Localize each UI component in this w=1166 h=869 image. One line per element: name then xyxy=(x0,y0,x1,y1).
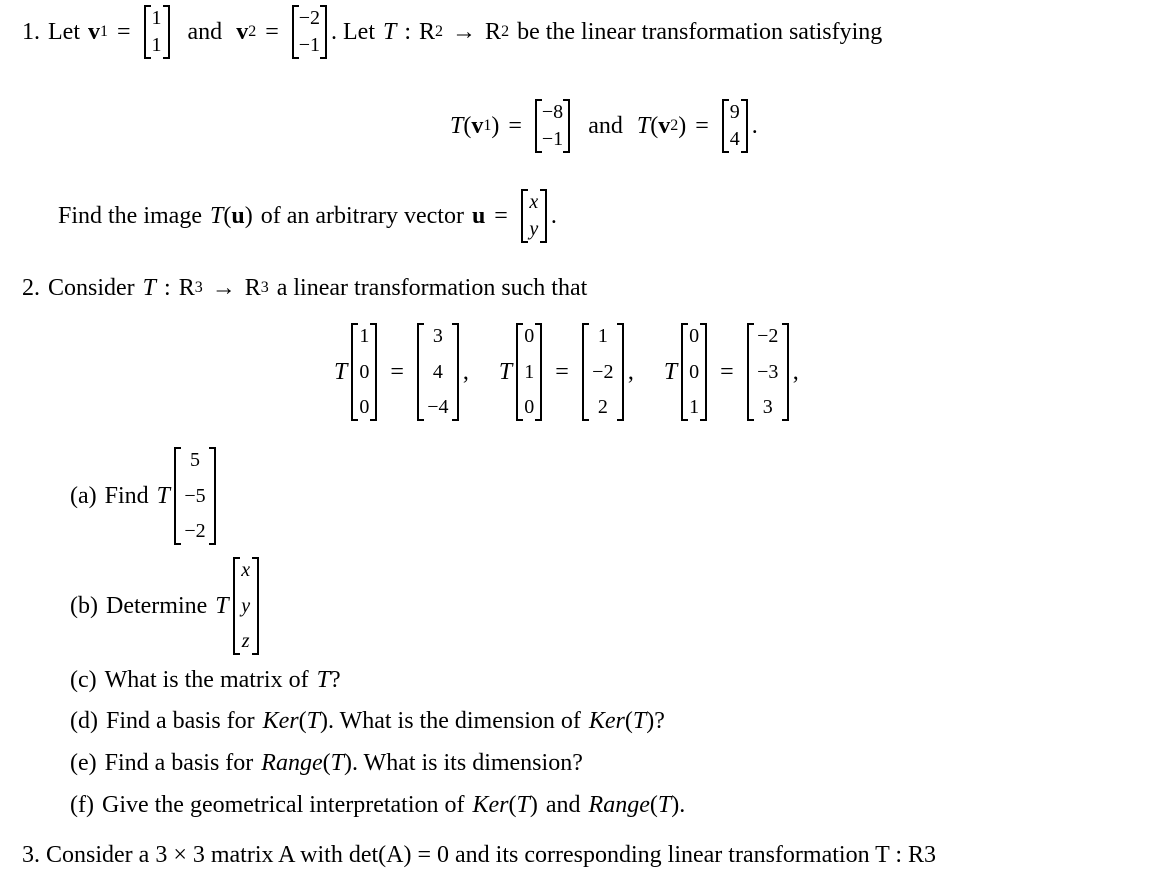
part-f-T: T xyxy=(516,791,530,818)
matrix-entry: 1 xyxy=(151,7,162,29)
p1-arrow: → xyxy=(452,18,477,45)
Tv1-T: T xyxy=(450,112,464,139)
matrix-entry: 3 xyxy=(432,325,443,347)
matrix-entry: −2 xyxy=(298,7,321,29)
p1-and: and xyxy=(187,18,223,45)
matrix-entry: −2 xyxy=(184,520,206,542)
p2-arrow: → xyxy=(211,274,236,301)
Tv2-T: T xyxy=(636,112,651,139)
part-e-text1: Find a basis for xyxy=(104,749,254,776)
p2-T: T xyxy=(142,274,157,301)
part-b-text: Determine xyxy=(105,592,208,619)
p1-R-domain: R xyxy=(419,18,436,45)
matrix-entry: 4 xyxy=(729,128,740,150)
part-a-T: T xyxy=(156,482,171,509)
Te3-vector xyxy=(747,323,789,421)
p2-part-f: (f) Give the geometrical interpretation of Ker ( T ) and Range ( T ) . xyxy=(70,791,686,818)
part-d-end: ? xyxy=(654,707,665,734)
matrix-entry: 0 xyxy=(359,396,370,418)
p1-find-u: u xyxy=(231,202,245,229)
p2-statement xyxy=(22,268,587,308)
matrix-entry: 2 xyxy=(597,396,608,418)
part-f-text1: Give the geometrical interpretation of xyxy=(101,791,465,818)
part-e-label: (e) xyxy=(70,749,97,776)
Tv2-vector xyxy=(722,99,748,153)
p1-R-codomain: R xyxy=(485,18,502,45)
v2-symbol: v xyxy=(236,18,249,45)
part-d-label: (d) xyxy=(70,707,98,734)
p1-conditions: T ( v 1 ) = −8 −1 and T ( v 2 ) = 9 4 . xyxy=(450,98,758,154)
matrix-entry: 3 xyxy=(762,396,773,418)
matrix-entry: −3 xyxy=(757,360,779,383)
p1-find-mid: of an arbitrary vector xyxy=(260,202,464,229)
v1-vector xyxy=(144,5,170,59)
matrix-entry: 1 xyxy=(689,396,700,418)
p2-part-d: (d) Find a basis for Ker ( T ) . What is the dimension of Ker ( T ) ? xyxy=(70,707,665,734)
part-e-T: T xyxy=(330,749,344,776)
p2-R-codomain: R xyxy=(244,274,261,301)
matrix-entry: 0 xyxy=(359,360,370,383)
part-f-end: . xyxy=(679,791,686,818)
part-c-T: T xyxy=(316,666,330,693)
part-f-label: (f) xyxy=(70,791,94,818)
matrix-entry: −2 xyxy=(592,360,614,383)
v1-subscript: 1 xyxy=(99,23,108,40)
p1-question: Find the image T ( u ) of an arbitrary vector u = x y . xyxy=(58,188,557,244)
part-d-text1: Find a basis for xyxy=(105,707,255,734)
matrix-entry: −1 xyxy=(298,34,321,56)
matrix-entry: 1 xyxy=(524,360,535,383)
p2-exp-domain: 3 xyxy=(194,279,203,296)
matrix-entry: −5 xyxy=(184,484,206,507)
p1-exp-domain: 2 xyxy=(435,23,444,40)
p2-part-a xyxy=(70,446,220,546)
matrix-entry: −8 xyxy=(541,101,564,123)
u-vector xyxy=(521,189,547,243)
p2-colon: : xyxy=(164,274,171,301)
part-a-label: (a) xyxy=(70,482,97,509)
part-a-text: Find xyxy=(104,482,149,509)
part-d-ker2: Ker xyxy=(588,707,625,734)
p1-let: Let xyxy=(48,18,80,45)
part-b-T: T xyxy=(215,592,229,619)
p1-statement: 1. Let v 1 = 1 1 and v 2 = −2 −1 . Let T : R 2 → R 2 be the linear transformation satisfying xyxy=(22,4,882,60)
Te1-vector xyxy=(417,323,459,421)
v2-vector xyxy=(292,5,327,59)
e1-vector xyxy=(351,323,377,421)
part-d-text2: . What is the dimension of xyxy=(328,707,581,734)
p1-exp-codomain: 2 xyxy=(501,23,510,40)
matrix-entry: −2 xyxy=(757,325,779,347)
matrix-entry: 5 xyxy=(190,449,201,471)
matrix-entry: −1 xyxy=(541,128,564,150)
part-d-T2: T xyxy=(632,707,647,734)
p1-find-text: Find the image xyxy=(58,202,202,229)
part-f-ker: Ker xyxy=(472,791,509,818)
matrix-entry: x xyxy=(241,559,251,581)
Te2-vector xyxy=(582,323,624,421)
p1-colon: : xyxy=(404,18,412,45)
part-c-end: ? xyxy=(329,666,341,693)
v1-symbol: v xyxy=(87,18,100,45)
p3-cutoff-region xyxy=(0,838,1166,868)
part-c-text: What is the matrix of xyxy=(104,666,309,693)
p2-such-that: a linear transformation such that xyxy=(276,274,588,301)
part-c-label: (c) xyxy=(70,666,97,693)
p1-and2: and xyxy=(588,112,623,139)
matrix-entry: z xyxy=(241,630,250,652)
p2-R-domain: R xyxy=(178,274,195,301)
e3-vector xyxy=(681,323,707,421)
part-d-T: T xyxy=(306,707,320,734)
Tv1-vector xyxy=(535,99,570,153)
p2-consider: Consider xyxy=(48,274,135,301)
matrix-entry: 1 xyxy=(597,325,608,347)
part-e-text2: . What is its dimension? xyxy=(351,749,583,776)
p1-number: 1. xyxy=(22,18,40,45)
p2-number: 2. xyxy=(22,274,40,301)
matrix-entry: y xyxy=(529,218,539,240)
matrix-entry: y xyxy=(241,594,251,617)
part-a-vector xyxy=(174,447,216,545)
part-e-range: Range xyxy=(261,749,323,776)
p1-intro-tail: . Let xyxy=(331,18,375,45)
p2-exp-codomain: 3 xyxy=(260,279,269,296)
part-f-range: Range xyxy=(588,791,650,818)
part-f-T2: T xyxy=(657,791,672,818)
p1-T: T xyxy=(383,18,397,45)
matrix-entry: 0 xyxy=(524,396,535,418)
matrix-entry: 1 xyxy=(151,34,162,56)
e2-vector xyxy=(516,323,542,421)
matrix-entry: 0 xyxy=(689,360,700,383)
v2-subscript: 2 xyxy=(248,23,257,40)
part-f-and: and xyxy=(545,791,581,818)
part-d-ker: Ker xyxy=(262,707,299,734)
p1-find-T: T xyxy=(209,202,224,229)
p2-part-c xyxy=(70,662,341,698)
matrix-entry: 4 xyxy=(432,360,443,383)
p2-part-b xyxy=(70,556,263,656)
p3-cutoff-text: 3. Consider a 3 × 3 matrix A with det(A) = 0 and its corresponding linear transformation T : R3 xyxy=(22,842,937,868)
matrix-entry: 1 xyxy=(359,325,370,347)
matrix-entry: x xyxy=(529,191,539,213)
part-b-label: (b) xyxy=(70,592,98,619)
p2-conditions: T 1 0 0 = 3 4 −4 , T 0 1 0 = 1 −2 2 , T 0 0 1 = −2 −3 3 , xyxy=(334,322,799,422)
matrix-entry: −4 xyxy=(427,396,449,418)
matrix-entry: 9 xyxy=(729,101,740,123)
matrix-entry: 0 xyxy=(524,325,535,347)
part-b-vector xyxy=(233,557,259,655)
matrix-entry: 0 xyxy=(689,325,700,347)
p1-be-text: be the linear transformation satisfying xyxy=(517,18,883,45)
p2-part-e: (e) Find a basis for Range ( T ) . What is its dimension? xyxy=(70,749,583,776)
